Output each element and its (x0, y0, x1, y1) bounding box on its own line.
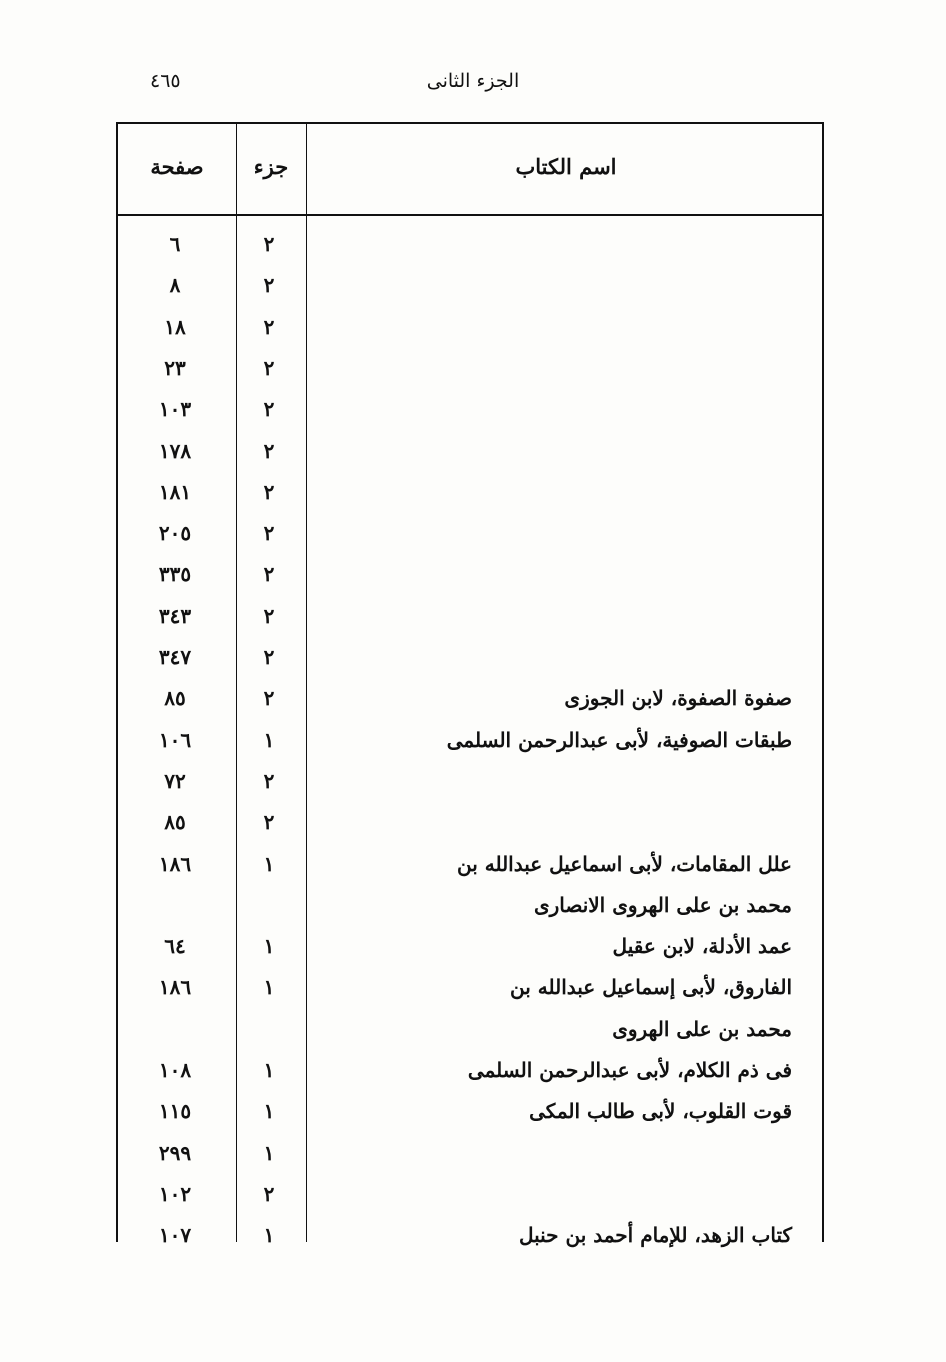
table-row (116, 556, 824, 596)
cell-book: عمد الأدلة، لابن عقيل (612, 934, 792, 959)
cell-part: ٢ (263, 768, 275, 793)
table-row (116, 1217, 824, 1257)
cell-part: ١ (263, 851, 275, 876)
cell-book: صفوة الصفوة، لابن الجوزى (564, 686, 792, 711)
table-row (116, 1176, 824, 1216)
column-header-page: صفحة (150, 154, 204, 179)
cell-page: ١٠٢ (158, 1181, 192, 1206)
cell-page: ١٠٧ (158, 1223, 192, 1248)
table-row (116, 846, 824, 886)
cell-page: ١٨٦ (158, 975, 192, 1000)
table-row (116, 969, 824, 1009)
cell-book: فى ذم الكلام، لأبى عبدالرحمن السلمى (467, 1058, 792, 1082)
cell-part: ٢ (263, 438, 275, 463)
cell-part: ٢ (263, 232, 275, 256)
running-header: الجزء الثانى (426, 70, 520, 92)
cell-page: ١٠٣ (158, 397, 192, 422)
cell-part: ١ (263, 1058, 275, 1082)
cell-page: ٢٠٥ (158, 521, 192, 546)
table-row (116, 474, 824, 514)
table-row (116, 226, 824, 266)
cell-part: ٢ (263, 314, 275, 339)
cell-part: ٢ (263, 645, 275, 669)
table-row (116, 639, 824, 679)
cell-page: ٢٩٩ (158, 1140, 192, 1165)
cell-book: علل المقامات، لأبى اسماعيل عبدالله بن (456, 851, 792, 876)
header-divider (118, 214, 822, 216)
cell-page: ٦٤ (164, 934, 186, 959)
table-row (116, 267, 824, 307)
table-row (116, 1093, 824, 1133)
cell-part: ١ (263, 727, 275, 752)
cell-page: ١٠٨ (158, 1058, 192, 1082)
cell-page: ١٨٦ (158, 851, 192, 876)
table-row (116, 433, 824, 473)
cell-page: ٨٥ (164, 810, 186, 835)
cell-page: ٣٤٧ (158, 645, 192, 669)
table-row (116, 1135, 824, 1175)
table-row (116, 763, 824, 803)
column-header-part: جزء (253, 154, 289, 179)
table-row (116, 680, 824, 720)
cell-part: ٢ (263, 686, 275, 711)
table-row (116, 391, 824, 431)
column-header-book: اسم الكتاب (515, 154, 617, 179)
cell-part: ١ (263, 934, 275, 959)
cell-part: ٢ (263, 603, 275, 628)
cell-part: ١ (263, 1099, 275, 1124)
cell-book: الفاروق، لأبى إسماعيل عبدالله بن (510, 975, 792, 1000)
cell-part: ٢ (263, 562, 275, 587)
cell-book: قوت القلوب، لأبى طالب المكى (529, 1099, 792, 1124)
cell-page: ٦ (169, 232, 181, 256)
cell-book: طبقات الصوفية، لأبى عبدالرحمن السلمى (446, 727, 792, 752)
cell-page: ١١٥ (158, 1099, 192, 1124)
cell-part: ٢ (263, 1181, 275, 1206)
cell-page: ٨ (169, 273, 181, 298)
cell-part: ١ (263, 1223, 275, 1248)
table-row (116, 1011, 824, 1051)
cell-page: ١٨١ (158, 479, 192, 504)
cell-part: ٢ (263, 397, 275, 422)
cell-page: ٣٣٥ (158, 562, 192, 587)
cell-part: ٢ (263, 521, 275, 546)
table-row (116, 722, 824, 762)
cell-book: محمد بن على الهروى الانصارى (533, 892, 792, 917)
cell-part: ٢ (263, 355, 275, 380)
table-row (116, 1052, 824, 1092)
cell-part: ١ (263, 975, 275, 1000)
cell-book: كتاب الزهد، للإمام أحمد بن حنبل (518, 1223, 792, 1248)
cell-page: ٧٢ (164, 768, 186, 793)
cell-page: ٢٣ (164, 355, 186, 380)
cell-page: ٣٤٣ (158, 603, 192, 628)
cell-page: ١٧٨ (158, 438, 192, 463)
cell-book: محمد بن على الهروى (612, 1016, 792, 1041)
table-row (116, 598, 824, 638)
page-number: ٤٦٥ (150, 70, 181, 92)
cell-part: ٢ (263, 810, 275, 835)
cell-page: ١٨ (164, 314, 186, 339)
table-row (116, 309, 824, 349)
cell-part: ٢ (263, 479, 275, 504)
cell-part: ٢ (263, 273, 275, 298)
cell-page: ٨٥ (164, 686, 186, 711)
cell-part: ١ (263, 1140, 275, 1165)
cell-page: ١٠٦ (158, 727, 192, 752)
table-row (116, 887, 824, 927)
table-row (116, 350, 824, 390)
table-row (116, 928, 824, 968)
table-row (116, 515, 824, 555)
table-row (116, 804, 824, 844)
